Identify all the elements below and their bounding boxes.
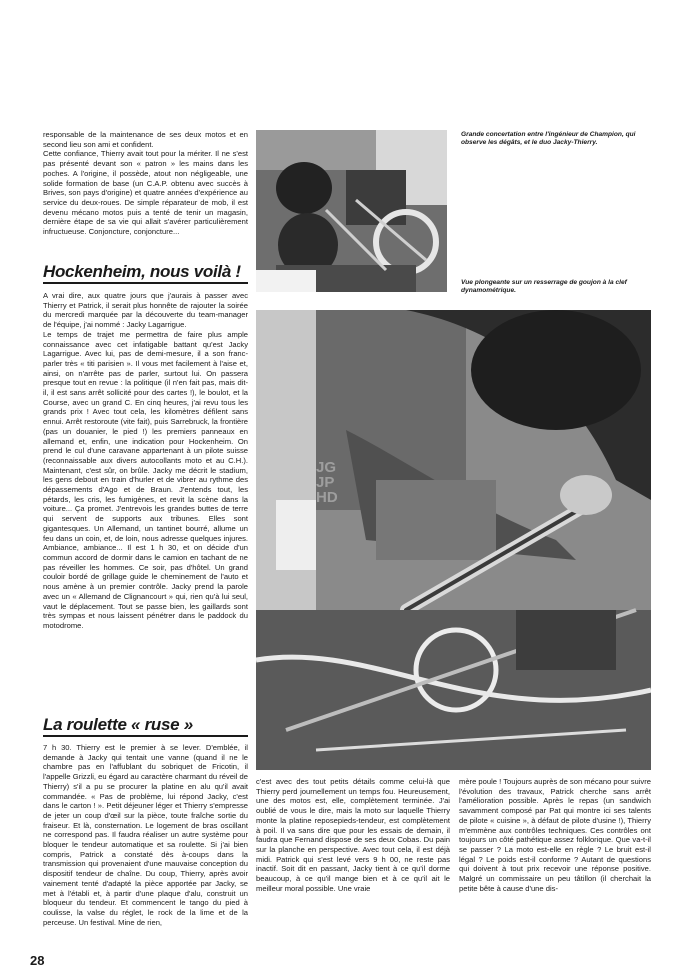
section1-body: A vrai dire, aux quatre jours que j'aurais à passer avec Thierry et Patrick, il serait plus honnête de rajouter la soirée du mercredi marquée par la découverte du team-manager de l'équipe, j'ai nommé : Jacky Lagarrigue. Le temps de trajet me permettra de faire plus ample connaissance avec cet infatigable battant qu'est Jacky Lagarrigue. Avec lui, pas de demi-mesure, il a son franc-parler très « titi parisien ». Il vous met facilement à l'aise et, ainsi, on n'arrête pas de parler, surtout lui. On passera presque tout en revue : la politique (il n'en fait pas, mais dit-il, il est sans arrêt sollicité pour des cartes !), le boulot, et la Course, avec un grand C. En cinq heures, j'ai revu tous les grands prix ! Avec tout cela, les kilomètres défilent sans ennui. Arrêt restoroute (vite fait), puis Sarrebruck, la frontière (pas un douanier, le pied !) les premiers panneaux en allemand et, enfin, une indication pour Hockenheim. On prend le cul d'une caravane appartenant à un pilote suisse (reconnaissable aux divers autocollants moto et au C.H.). Maintenant, c'est sûr, on brûle. Jacky me décrit le stadium, les gens debout en train d'hurler et de vibrer au rythme des dépassements d'Ago et de Braun. J'entends tout, les pétards, les cris, les fumigènes, et revit la scène dans la voiture... Ça promet. J'entrevois les grandes buttes de terre qui servent de supports aux tribunes. Elles sont gigantesques. Un Allemand, un tantinet bourré, allume un feu dans un coin, et, de loin, nous adresse quelques injures. Ambiance, ambiance... Il est 1 h 30, et on décide d'un commun accord de dormir dans le camion en tachant de ne pas réveiller les hommes. Ce soir, pas d'hôtel. Un grand couloir bordé de grillage guide le cheminement de l'auto et nous amène à un premier contrôle. Jacky prend la parole avec un « Allemand de Clignancourt » qui, rien qu'à lui seul, vaut le déplacement. Tout se passe bien, les gaillards sont très sympas et nous laissent pénétrer dans le paddock du motodrome. [43, 291, 248, 630]
photo-watermark: JG JP HD [316, 459, 338, 506]
photo-torque-wrench-image [256, 310, 651, 770]
heading-hockenheim-text: Hockenheim, nous voilà ! [43, 262, 241, 281]
caption-top-photo: Grande concertation entre l'ingénieur de Champion, qui observe les dégâts, et le duo Jacky-Thierry. [461, 131, 636, 147]
caption-main-photo: Vue plongeante sur un resserrage de goujon à la clef dynamométrique. [461, 279, 627, 295]
column2-body: c'est avec des tout petits détails comme celui-là que Thierry perd journellement un temps fou. Heureusement, une des motos est, elle, complètement terminée. J'ai oublié de vous le dire, mais la moto sur laquelle Thierry monte la platine reposepieds-tendeur, est complètement à poil. Il va sans dire que pour les essais de demain, il faudra que Fernand dispose de ses deux Cobas. Du pain sur la planche en perspective. Avec tout cela, il est déjà midi. Patrick qui s'est levé vers 9 h 00, ne reste pas inactif. Soit dit en passant, Jacky tient à ce qu'il dorme beaucoup, à ce qu'il mange bien et à ce qu'il ait le meilleur moral possible. Une vraie [256, 777, 450, 893]
heading-roulette-text: La roulette « ruse » [43, 715, 193, 734]
photo-mechanics-image [256, 130, 447, 292]
heading-rule [43, 282, 248, 284]
photo-torque-wrench [256, 310, 651, 770]
section2-body: 7 h 30. Thierry est le premier à se lever. D'emblée, il demande à Jacky qui tentait une vanne (quand il ne le chambre pas en l'affublant du sobriquet de Fricotin, il l'appelle Grizzli, eu égard au caractère charmant du réveil de Thierry) s'il a pu se procurer la platine en alu qu'il avait commandée. « Pas de problème, lui répond Jacky, c'est dans le carton ! ». Petit déjeuner léger et Thierry s'empresse de jeter un coup d'œil sur la pièce, toute fraîche sortie du fraiseur. Et là, consternation. Le logement de bras oscillant ne correspond pas. Il faudra réaliser un autre système pour bloquer le tendeur automatique et sa roulette. Si j'ai bien compris, Patrick a constaté dès à-coups dans la transmission qui provenaient d'une mauvaise conception du dispositif tendeur de chaîne. Du coup, Thierry, après avoir vainement tenté d'adapté la pièce apportée par Jacky, se met à l'établi et, à partir d'une plaque d'alu, construit un bloqueur du tendeur. Et commencent le tango du pied à coulisse, la valse du réglet, le rock de la lime et de la perceuse. Un festival. Mine de rien, [43, 743, 248, 927]
column3-body: mère poule ! Toujours auprès de son mécano pour suivre l'évolution des travaux, Patrick cherche sans arrêt l'amélioration possible. Après le repas (un sandwich savamment composé par Pat qui montre ici ses talents de pilote « cuisine », à défaut de pilote d'usine !), Thierry m'emmène aux contrôles techniques. Ces contrôles ont toujours un côté pathétique assez folklorique. Que va-t-il se passer ? La moto est-elle en règle ? Le bruit est-il légal ? Le poids est-il conforme ? Autant de questions qui doivent à tout prix recevoir une réponse positive. Malgré un commissaire un peu tâtillon (il cherchait la petite bête à cause d'une dis- [459, 777, 651, 893]
heading-rule [43, 735, 248, 737]
photo-mechanics-discussion [256, 130, 447, 292]
section-heading-hockenheim [43, 262, 248, 284]
page-number: 28 [30, 953, 45, 968]
intro-paragraph: responsable de la maintenance de ses deux motos et en second lieu son ami et confident. Cette confiance, Thierry avait tout pour la mériter. Il ne s'est pas présenté devant son « patron » les mains dans les poches. A l'origine, il possède, atout non négligeable, une solide formation de base (un C.A.P. obtenu avec succès à Brives, son pays d'origine) et quatre années d'expérience au service du deux-roues. De simple réparateur de mob, il est devenu mécano motos puis a tenté de tenir un magasin, dernière étape de sa vie qui allait s'avérer particulièrement infructueuse. Conjoncture, conjoncture... [43, 130, 248, 237]
section-heading-roulette [43, 715, 248, 737]
